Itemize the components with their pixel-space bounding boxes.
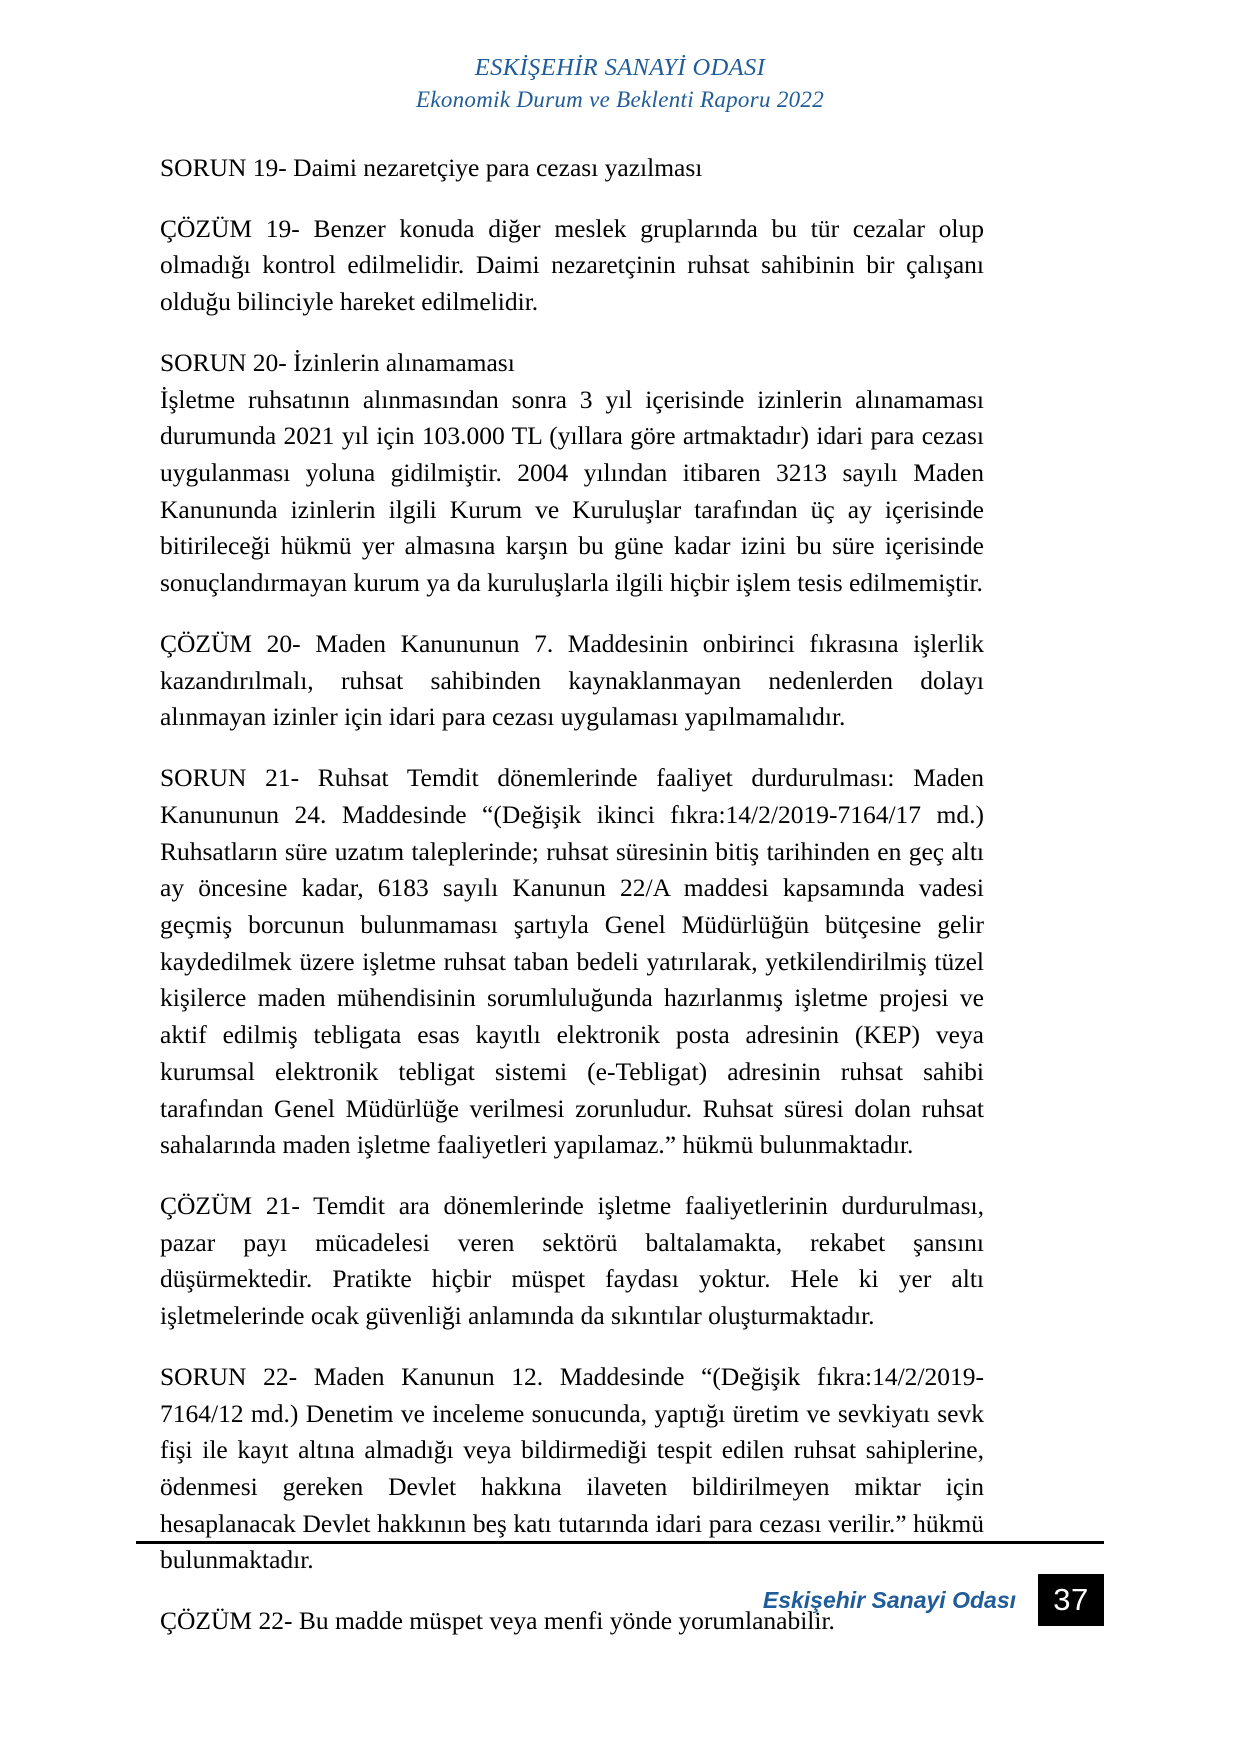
- paragraph-cozum-20: ÇÖZÜM 20- Maden Kanununun 7. Maddesinin onbirinci fıkrasına işlerlik kazandırılmalı, ruhsat sahibinden kaynaklanmayan nedenlerden dolayı alınmayan izinler için idari para cezası uygulaması yapılmamalıdır.: [160, 628, 984, 732]
- document-body: [160, 150, 984, 1640]
- page-header: [0, 52, 1240, 117]
- paragraph-sorun-21: SORUN 21- Ruhsat Temdit dönemlerinde faaliyet durdurulması: Maden Kanununun 24. Maddesinde “(Değişik ikinci fıkra:14/2/2019-7164/17 md.) Ruhsatların süre uzatım taleplerinde; ruhsat süresinin bitiş tarihinden en geç altı ay öncesine kadar, 6183 sayılı Kanunun 22/A maddesi kapsamında vadesi geçmiş borcunun bulunmaması şartıyla Genel Müdürlüğün bütçesine gelir kaydedilmek üzere işletme ruhsat taban bedeli yatırılarak, yetkilendirilmiş tüzel kişilerce maden mühendisinin sorumluluğunda hazırlanmış işletme projesi ve aktif edilmiş tebligata esas kayıtlı elektronik posta adresinin (KEP) veya kurumsal elektronik tebligat sistemi (e-Tebligat) adresinin ruhsat sahibi tarafından Genel Müdürlüğe verilmesi zorunludur. Ruhsat süresi dolan ruhsat sahalarında maden işletme faaliyetleri yapılamaz.” hükmü bulunmaktadır.: [160, 763, 984, 1160]
- footer-divider: [136, 1541, 1104, 1544]
- footer-organization-label: Eskişehir Sanayi Odası: [762, 1586, 1016, 1613]
- paragraph-sorun-22: SORUN 22- Maden Kanunun 12. Maddesinde “(Değişik fıkra:14/2/2019-7164/12 md.) Denetim ve inceleme sonucunda, yaptığı üretim ve sevkiyatı sevk fişi ile kayıt altına almadığı veya bildirmediği tespit edilen ruhsat sahiplerine, ödenmesi gereken Devlet hakkına ilaveten bildirilmeyen miktar için hesaplanacak Devlet hakkının beş katı tutarında idari para cezası verilir.” hükmü bulunmaktadır.: [160, 1361, 984, 1575]
- paragraph-sorun-20-body: İşletme ruhsatının alınmasından sonra 3 yıl içerisinde izinlerin alınamaması durumunda 2021 yıl için 103.000 TL (yıllara göre artmaktadır) idari para cezası uygulanması yoluna gidilmiştir. 2004 yılından itibaren 3213 sayılı Maden Kanununda izinlerin ilgili Kurum ve Kuruluşlar tarafından üç ay içerisinde bitirileceği hükmü yer almasına karşın bu güne kadar izini bu süre içerisinde sonuçlandırmayan kurum ya da kuruluşlarla ilgili hiçbir işlem tesis edilmemiştir.: [160, 384, 984, 598]
- header-report-subtitle: Ekonomik Durum ve Beklenti Raporu 2022: [415, 87, 825, 113]
- footer-content: [136, 1574, 1104, 1626]
- page-number-badge: 37: [1038, 1574, 1104, 1626]
- paragraph-sorun-19: SORUN 19- Daimi nezaretçiye para cezası yazılması: [160, 153, 703, 182]
- paragraph-cozum-19: ÇÖZÜM 19- Benzer konuda diğer meslek gruplarında bu tür cezalar olup olmadığı kontrol edilmelidir. Daimi nezaretçinin ruhsat sahibinin bir çalışanı olduğu bilinciyle hareket edilmelidir.: [160, 213, 984, 317]
- page-footer: [136, 1541, 1104, 1626]
- paragraph-sorun-20-heading: SORUN 20- İzinlerin alınamaması: [160, 347, 515, 377]
- header-organization-title: ESKİŞEHİR SANAYİ ODASI: [474, 54, 766, 81]
- paragraph-cozum-21: ÇÖZÜM 21- Temdit ara dönemlerinde işletme faaliyetlerinin durdurulması, pazar payı mücadelesi veren sektörü baltalamakta, rekabet şansını düşürmektedir. Pratikte hiçbir müspet faydası yoktur. Hele ki yer altı işletmelerinde ocak güvenliği anlamında da sıkıntılar oluşturmaktadır.: [160, 1190, 984, 1331]
- paragraph-cozum-22: ÇÖZÜM 22- Bu madde müspet veya menfi yönde yorumlanabilir.: [160, 1606, 835, 1636]
